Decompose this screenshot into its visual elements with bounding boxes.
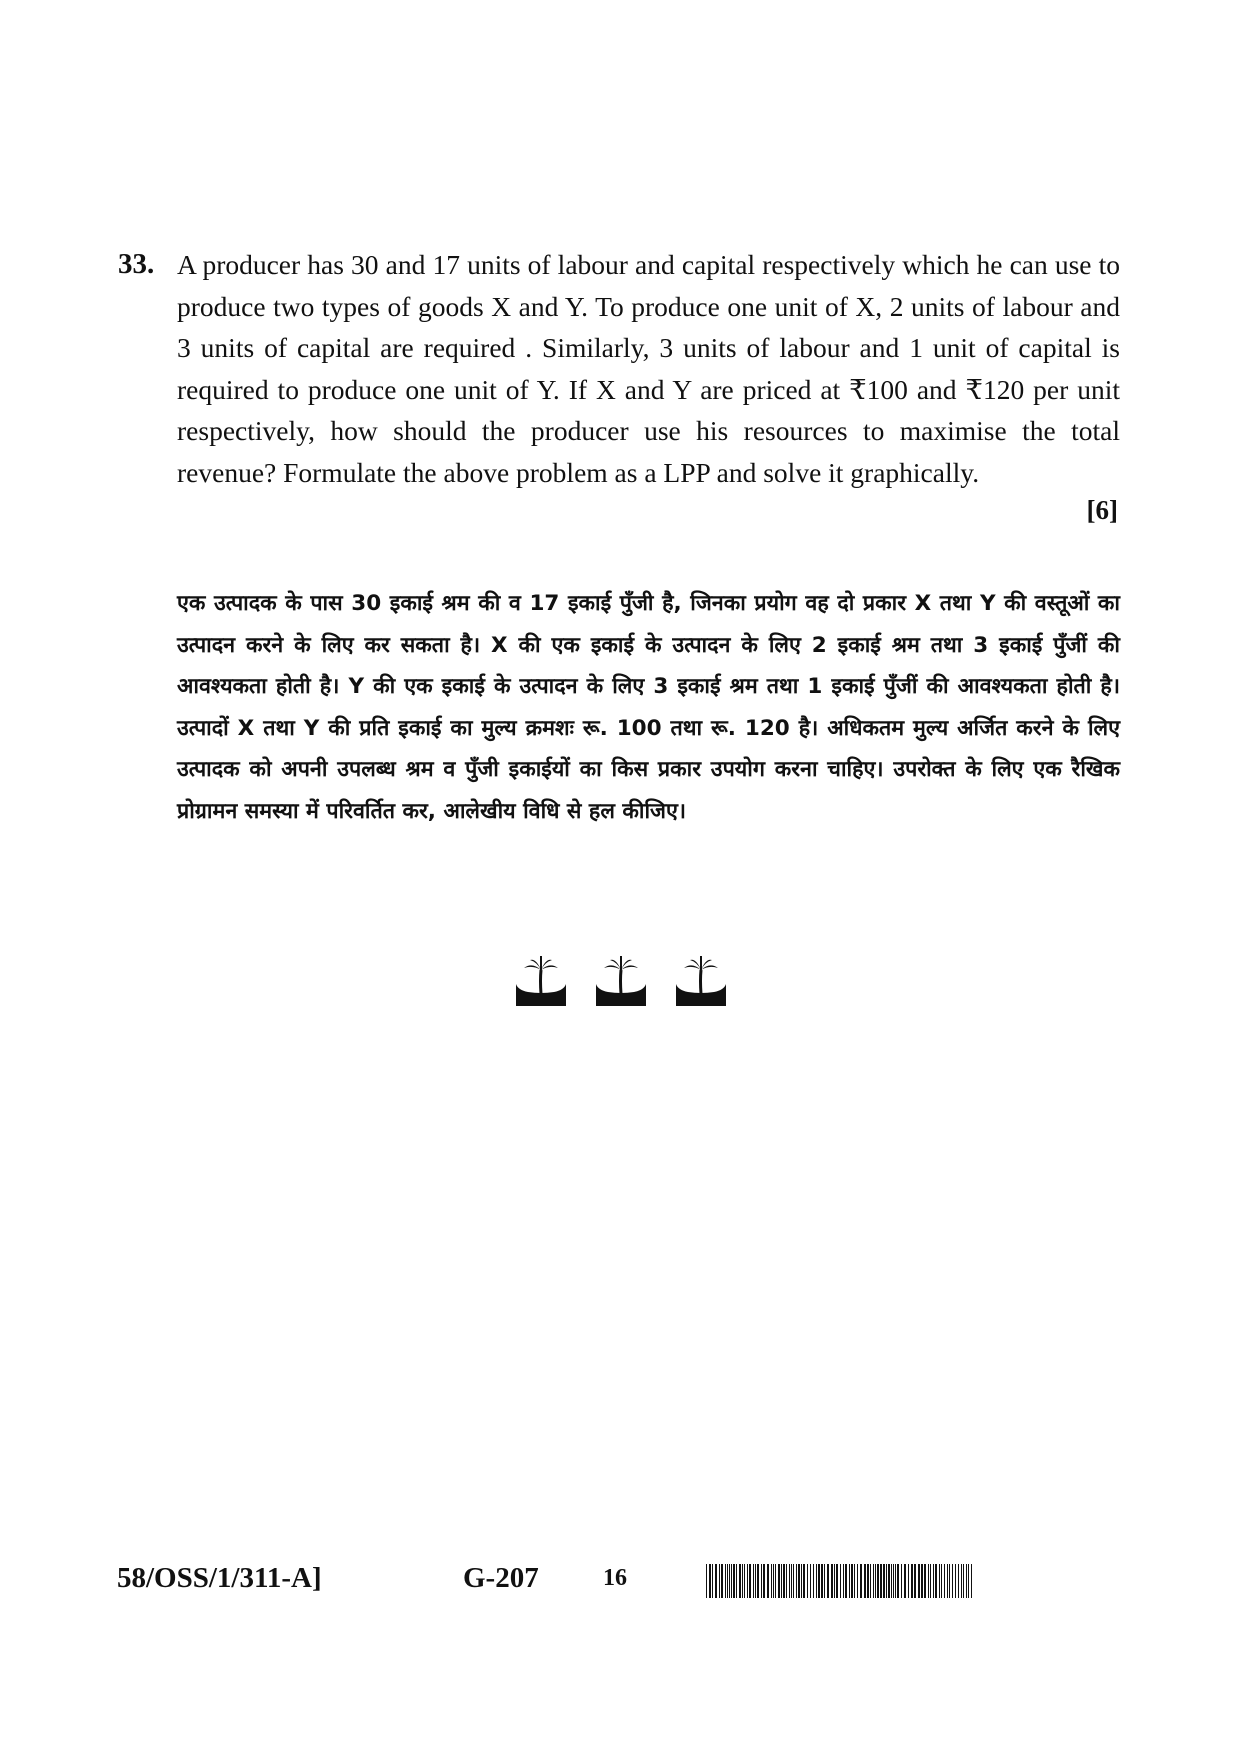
barcode-bar xyxy=(928,1564,929,1598)
barcode-bar xyxy=(935,1564,937,1598)
barcode-bar xyxy=(883,1564,885,1598)
barcode-bar xyxy=(933,1564,934,1598)
barcode-bar xyxy=(860,1564,862,1598)
barcode-bar xyxy=(761,1564,762,1598)
barcode-bar xyxy=(901,1564,902,1598)
barcode-bar xyxy=(864,1564,866,1598)
palm-island-icon xyxy=(514,954,568,1006)
barcode-bar xyxy=(803,1564,805,1598)
barcode-bar xyxy=(955,1564,956,1598)
barcode-bar xyxy=(827,1564,829,1598)
barcode-bar xyxy=(807,1564,808,1598)
barcode-bar xyxy=(721,1564,723,1598)
barcode-bar xyxy=(924,1564,926,1598)
barcode-bar xyxy=(739,1564,741,1598)
barcode-bar xyxy=(736,1564,737,1598)
barcode-bar xyxy=(775,1564,776,1598)
barcode-bar xyxy=(834,1564,835,1598)
barcode-bar xyxy=(930,1564,931,1598)
barcode-bar xyxy=(801,1564,802,1598)
barcode-bar xyxy=(843,1564,844,1598)
barcode-bar xyxy=(715,1564,717,1598)
barcode-bar xyxy=(781,1564,782,1598)
barcode-bar xyxy=(971,1564,972,1598)
barcode-bar xyxy=(749,1564,751,1598)
barcode-bar xyxy=(958,1564,959,1598)
barcode-bar xyxy=(755,1564,756,1598)
page-number: 16 xyxy=(603,1565,627,1591)
paper-code: 58/OSS/1/311-A] xyxy=(117,1562,322,1594)
barcode-bar xyxy=(778,1564,780,1598)
end-of-paper-marker xyxy=(514,954,730,1006)
barcode-bar xyxy=(725,1564,726,1598)
barcode-bar xyxy=(773,1564,774,1598)
barcode-bar xyxy=(731,1564,732,1598)
barcode-bar xyxy=(816,1564,817,1598)
barcode-bar xyxy=(849,1564,850,1598)
barcode-bar xyxy=(947,1564,948,1598)
barcode-bar xyxy=(771,1564,772,1598)
barcode-bar xyxy=(818,1564,820,1598)
barcode-bar xyxy=(886,1564,887,1598)
barcode-bar xyxy=(851,1564,853,1598)
barcode-bar xyxy=(798,1564,800,1598)
barcode-bar xyxy=(836,1564,838,1598)
barcode-bar xyxy=(719,1564,720,1598)
barcode-bar xyxy=(944,1564,945,1598)
barcode-bar xyxy=(813,1564,814,1598)
question-marks: [6] xyxy=(1086,495,1118,525)
barcode-bar xyxy=(727,1564,728,1598)
barcode-bar xyxy=(757,1564,759,1598)
barcode-bar xyxy=(897,1564,899,1598)
barcode-bar xyxy=(911,1564,913,1598)
barcode-bar xyxy=(709,1564,711,1598)
barcode-bar xyxy=(921,1564,923,1598)
barcode-bar xyxy=(742,1564,743,1598)
barcode-bar xyxy=(747,1564,748,1598)
barcode-bar xyxy=(791,1564,792,1598)
barcode-bar xyxy=(880,1564,882,1598)
barcode-bar xyxy=(729,1564,730,1598)
barcode-bar xyxy=(895,1564,896,1598)
barcode-bar xyxy=(870,1564,871,1598)
barcode-bar xyxy=(821,1564,823,1598)
barcode-bar xyxy=(873,1564,874,1598)
barcode-bar xyxy=(914,1564,916,1598)
question-text-english: A producer has 30 and 17 units of labour and capital respectively which he can use to produce two types of goods X and Y. To produce one unit of X, 2 units of labour and 3 units of capital are required . Similarly, 3 units of labour and 1 unit of capital is required to produce one unit of Y. If X and Y are priced at ₹100 and ₹120 per unit respectively, how should the producer use his resources to maximise the total revenue? Formulate the above problem as a LPP and solve it graphically. xyxy=(177,249,1120,488)
barcode-bar xyxy=(840,1564,841,1598)
barcode-bar xyxy=(733,1564,735,1598)
barcode-bar xyxy=(867,1564,869,1598)
barcode-bar xyxy=(744,1564,745,1598)
barcode-bar xyxy=(952,1564,953,1598)
barcode-bar xyxy=(893,1564,894,1598)
barcode-bar xyxy=(767,1564,769,1598)
barcode-bar xyxy=(939,1564,940,1598)
question-text-hindi: एक उत्पादक के पास 30 इकाई श्रम की व 17 इकाई पुँजी है, जिनका प्रयोग वह दो प्रकार X तथा Y की वस्तूओं का उत्पादन करने के लिए कर सकता है। X की एक इकाई के उत्पादन के लिए 2 इकाई श्रम तथा 3 इकाई पुँजीं की आवश्यकता होती है। Y की एक इकाई के उत्पादन के लिए 3 इकाई श्रम तथा 1 इकाई पुँजीं की आवश्यकता होती है। उत्पादों X तथा Y की प्रति इकाई का मुल्य क्रमशः रू. 100 तथा रू. 120 है। अधिकतम मुल्य अर्जित करने के लिए उत्पादक को अपनी उपलब्ध श्रम व पुँजी इकाईयों का किस प्रकार उपयोग करना चाहिए। उपरोक्त के लिए एक रैखिक प्रोग्रामन समस्या में परिवर्तित कर, आलेखीय विधि से हल कीजिए। xyxy=(177,591,1120,824)
barcode-bar xyxy=(961,1564,962,1598)
barcode-bar xyxy=(908,1564,909,1598)
barcode-bar xyxy=(918,1564,920,1598)
barcode-bar xyxy=(824,1564,825,1598)
barcode-bar xyxy=(963,1564,964,1598)
barcode-icon xyxy=(706,1564,974,1598)
barcode-bar xyxy=(854,1564,855,1598)
barcode-bar xyxy=(941,1564,942,1598)
barcode-bar xyxy=(789,1564,790,1598)
barcode-bar xyxy=(949,1564,950,1598)
barcode-bar xyxy=(877,1564,879,1598)
barcode-bar xyxy=(712,1564,713,1598)
barcode-bar xyxy=(786,1564,787,1598)
barcode-bar xyxy=(966,1564,967,1598)
barcode-bar xyxy=(753,1564,754,1598)
paper-series: G-207 xyxy=(463,1562,539,1594)
barcode-bar xyxy=(706,1564,707,1598)
barcode-bar xyxy=(763,1564,765,1598)
barcode-bar xyxy=(857,1564,858,1598)
barcode-bar xyxy=(831,1564,833,1598)
barcode-bar xyxy=(793,1564,794,1598)
barcode-bar xyxy=(891,1564,892,1598)
barcode-bar xyxy=(783,1564,785,1598)
palm-island-icon xyxy=(674,954,728,1006)
barcode-bar xyxy=(875,1564,876,1598)
palm-island-icon xyxy=(594,954,648,1006)
barcode-bar xyxy=(888,1564,890,1598)
barcode-bar xyxy=(796,1564,797,1598)
barcode-bar xyxy=(845,1564,847,1598)
barcode-bar xyxy=(968,1564,969,1598)
barcode-bar xyxy=(810,1564,811,1598)
barcode-bar xyxy=(904,1564,906,1598)
question-number: 33. xyxy=(118,248,155,280)
